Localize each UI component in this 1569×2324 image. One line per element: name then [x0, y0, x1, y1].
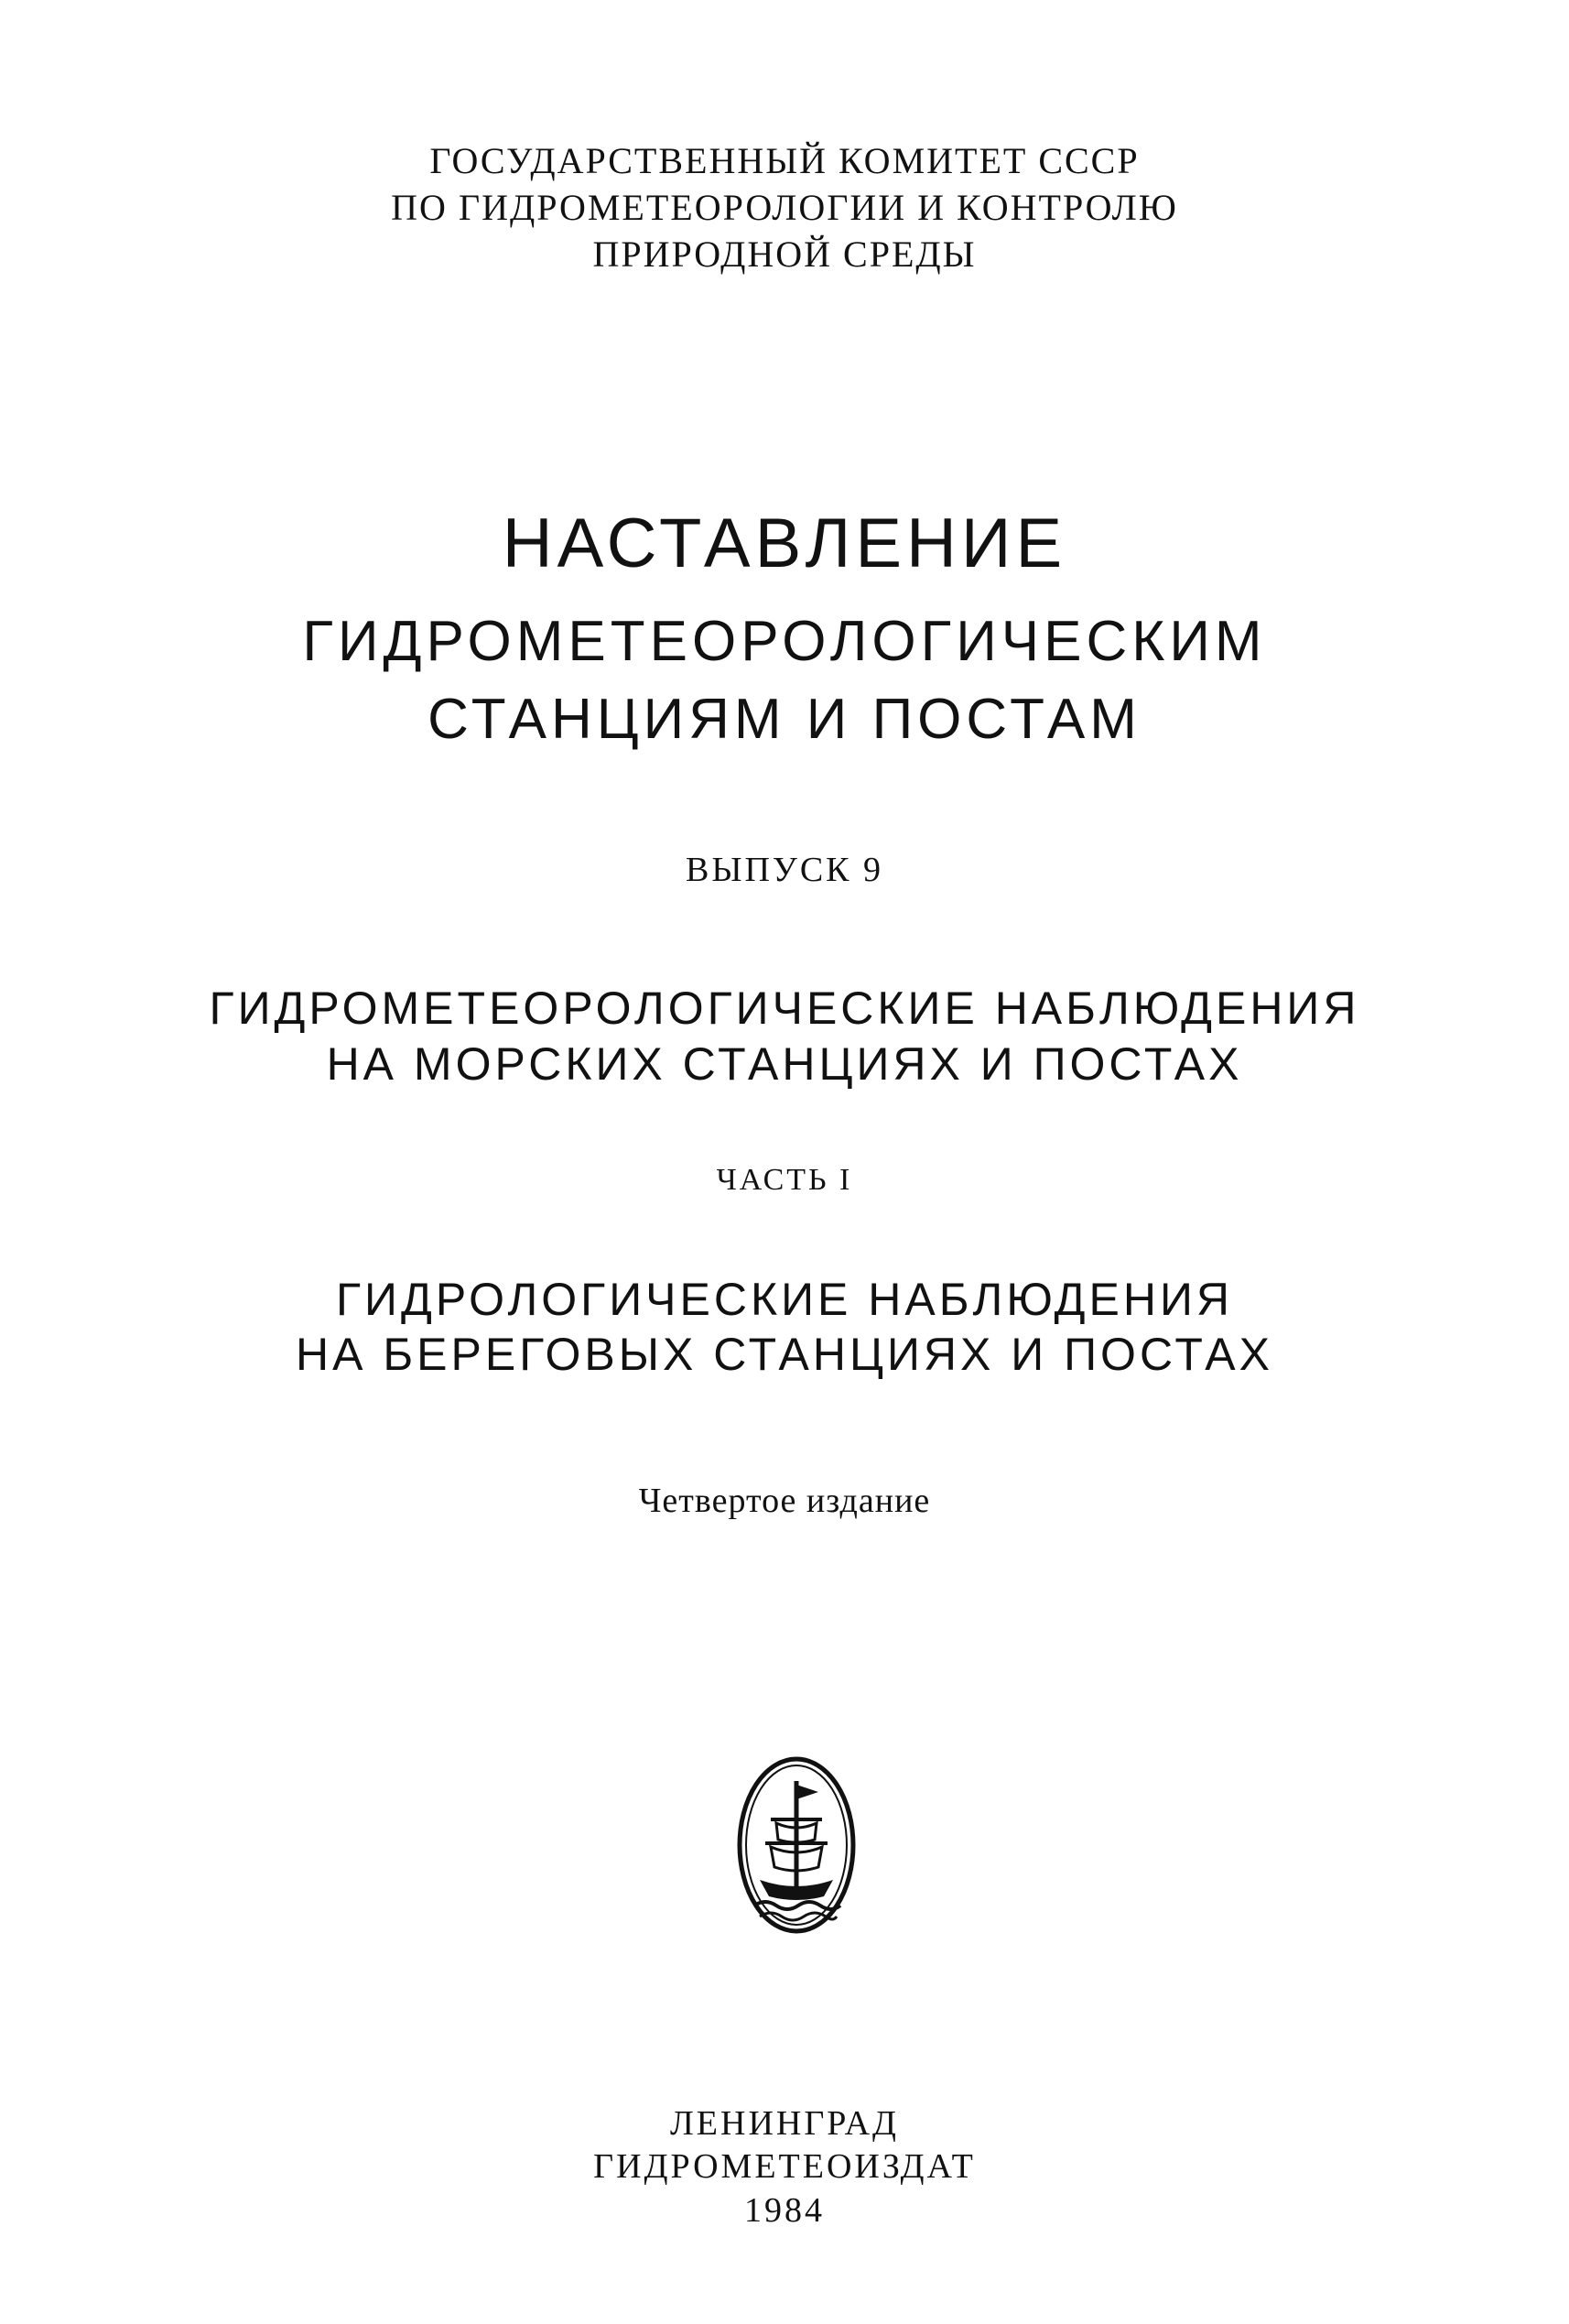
issue-title-line-2: НА МОРСКИХ СТАНЦИЯХ И ПОСТАХ [326, 1038, 1243, 1090]
issue-title-line-1: ГИДРОМЕТЕОРОЛОГИЧЕСКИЕ НАБЛЮДЕНИЯ [209, 983, 1360, 1034]
organization-line-2: ПО ГИДРОМЕТЕОРОЛОГИИ И КОНТРОЛЮ [391, 187, 1178, 228]
ship-weathervane-emblem-icon [732, 1754, 860, 1937]
publisher-city: ЛЕНИНГРАД [670, 2104, 899, 2143]
part-title-line-1: ГИДРОЛОГИЧЕСКИЕ НАБЛЮДЕНИЯ [335, 1274, 1234, 1325]
organization-line-3: ПРИРОДНОЙ СРЕДЫ [592, 233, 977, 275]
publisher-name: ГИДРОМЕТЕОИЗДАТ [593, 2147, 976, 2186]
part-title-line-2: НА БЕРЕГОВЫХ СТАНЦИЯХ И ПОСТАХ [296, 1329, 1273, 1380]
publication-year: 1984 [744, 2191, 825, 2230]
title-line-3: СТАНЦИЯМ И ПОСТАМ [427, 688, 1142, 751]
title-line-2: ГИДРОМЕТЕОРОЛОГИЧЕСКИМ [302, 610, 1267, 673]
edition-label: Четвертое издание [638, 1482, 931, 1520]
issue-number: ВЫПУСК 9 [685, 851, 884, 889]
part-number: ЧАСТЬ I [716, 1163, 853, 1197]
title-line-1: НАСТАВЛЕНИЕ [502, 505, 1067, 582]
organization-line-1: ГОСУДАРСТВЕННЫЙ КОМИТЕТ СССР [429, 140, 1140, 181]
